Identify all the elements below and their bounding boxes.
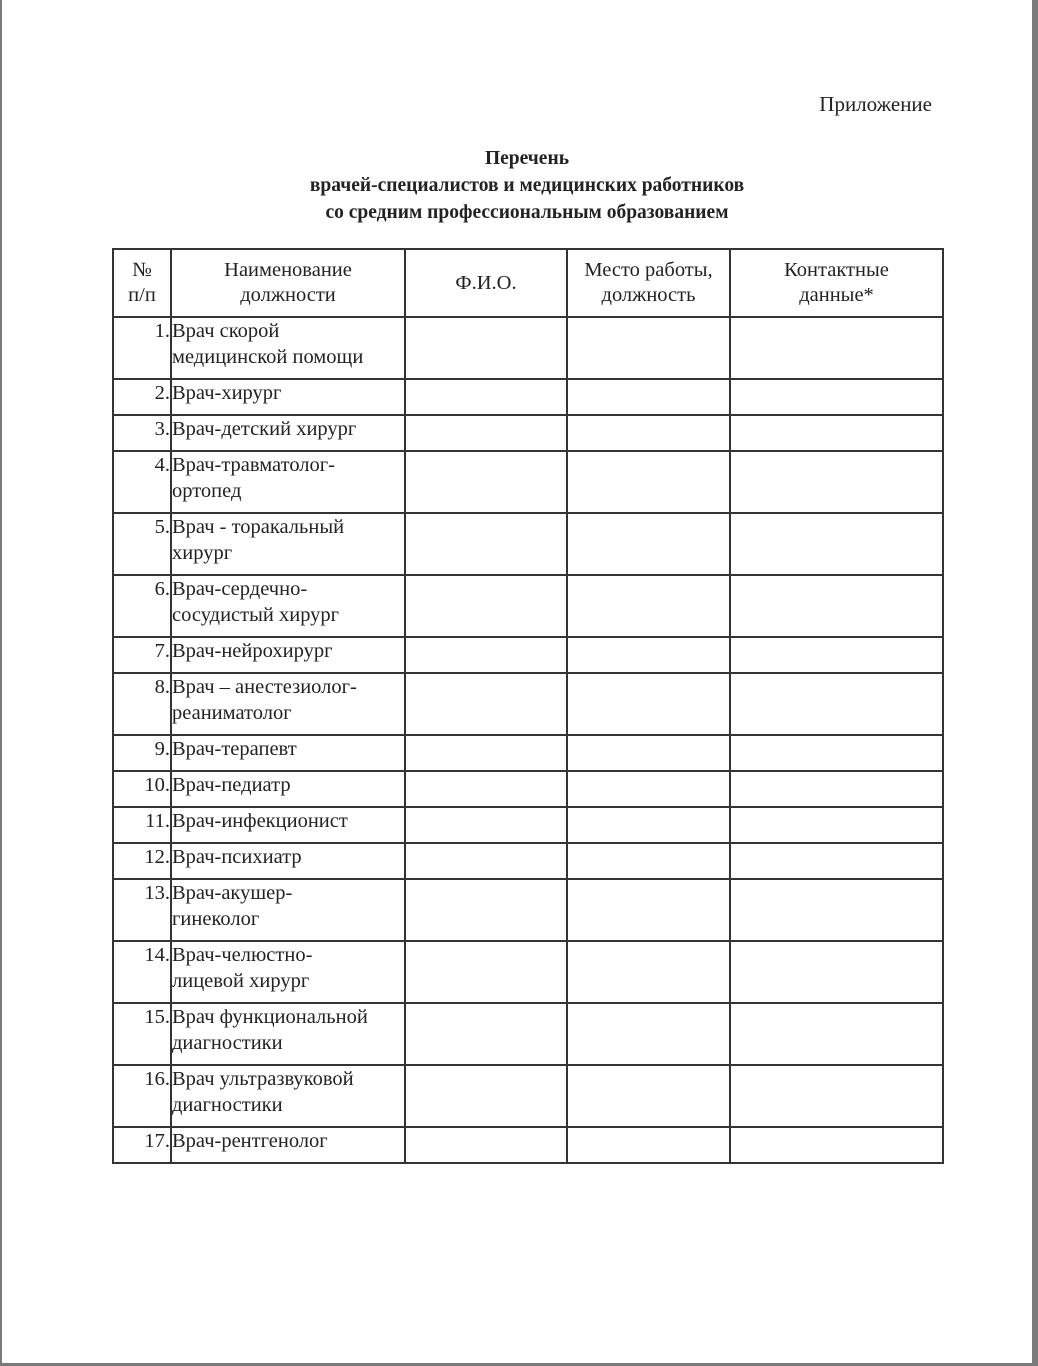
position-name	[171, 637, 405, 673]
position-line: Врач-инфекционист	[172, 810, 348, 832]
workplace-cell[interactable]	[567, 879, 730, 941]
row-number: 5.	[113, 513, 171, 575]
position-line: Врач – анестезиолог-	[172, 676, 357, 698]
table-row	[113, 379, 943, 415]
contacts-cell[interactable]	[730, 941, 943, 1003]
position-line: Врач-травматолог-	[172, 454, 336, 476]
position-name	[171, 807, 405, 843]
title-line: со средним профессиональным образованием	[325, 202, 729, 223]
row-number: 9.	[113, 735, 171, 771]
position-name	[171, 415, 405, 451]
workplace-cell[interactable]	[567, 637, 730, 673]
contacts-cell[interactable]	[730, 735, 943, 771]
title-line: врачей-специалистов и медицинских работников	[309, 175, 745, 196]
contacts-cell[interactable]	[730, 451, 943, 513]
position-line: гинеколог	[172, 908, 260, 930]
workplace-cell[interactable]	[567, 317, 730, 379]
name-cell[interactable]	[405, 415, 567, 451]
row-number: 11.	[113, 807, 171, 843]
name-cell[interactable]	[405, 637, 567, 673]
table-row	[113, 575, 943, 637]
position-name	[171, 771, 405, 807]
position-name	[171, 379, 405, 415]
position-line: Врач-терапевт	[172, 738, 297, 760]
name-cell[interactable]	[405, 1065, 567, 1127]
position-name	[171, 941, 405, 1003]
table-row	[113, 513, 943, 575]
table-header-row	[113, 249, 943, 317]
table-row	[113, 1127, 943, 1163]
table-row	[113, 807, 943, 843]
table-row	[113, 941, 943, 1003]
contacts-cell[interactable]	[730, 1065, 943, 1127]
position-line: ортопед	[172, 480, 242, 502]
position-line: Врач-детский хирург	[172, 418, 357, 440]
contacts-cell[interactable]	[730, 879, 943, 941]
position-name	[171, 843, 405, 879]
position-name	[171, 513, 405, 575]
header-workplace: Место работы, должность	[567, 249, 730, 317]
contacts-cell[interactable]	[730, 673, 943, 735]
document-title	[2, 145, 1038, 226]
table-row	[113, 735, 943, 771]
workplace-cell[interactable]	[567, 415, 730, 451]
contacts-cell[interactable]	[730, 637, 943, 673]
row-number: 8.	[113, 673, 171, 735]
row-number: 17.	[113, 1127, 171, 1163]
position-name	[171, 575, 405, 637]
workplace-cell[interactable]	[567, 673, 730, 735]
position-line: диагностики	[172, 1032, 283, 1054]
position-name	[171, 879, 405, 941]
position-name	[171, 317, 405, 379]
name-cell[interactable]	[405, 771, 567, 807]
header-name: Ф.И.О.	[405, 249, 567, 317]
header-contacts: Контактные данные*	[730, 249, 943, 317]
workplace-cell[interactable]	[567, 575, 730, 637]
table-row	[113, 879, 943, 941]
position-line: хирург	[172, 542, 233, 564]
position-line: Врач-хирург	[172, 382, 282, 404]
position-name	[171, 673, 405, 735]
position-line: сосудистый хирург	[172, 604, 340, 626]
row-number: 10.	[113, 771, 171, 807]
position-line: медицинской помощи	[172, 346, 364, 368]
name-cell[interactable]	[405, 735, 567, 771]
table-row	[113, 415, 943, 451]
workplace-cell[interactable]	[567, 1003, 730, 1065]
row-number: 4.	[113, 451, 171, 513]
table-row	[113, 317, 943, 379]
workplace-cell[interactable]	[567, 735, 730, 771]
contacts-cell[interactable]	[730, 843, 943, 879]
position-name	[171, 735, 405, 771]
specialists-table	[112, 248, 944, 1164]
position-line: Врач функциональной	[172, 1006, 368, 1028]
contacts-cell[interactable]	[730, 317, 943, 379]
title-line: Перечень	[484, 148, 570, 169]
contacts-cell[interactable]	[730, 807, 943, 843]
position-name	[171, 1127, 405, 1163]
table-row	[113, 637, 943, 673]
workplace-cell[interactable]	[567, 771, 730, 807]
position-line: Врач-педиатр	[172, 774, 291, 796]
workplace-cell[interactable]	[567, 451, 730, 513]
position-line: Врач-психиатр	[172, 846, 302, 868]
position-line: Врач-челюстно-	[172, 944, 313, 966]
name-cell[interactable]	[405, 379, 567, 415]
name-cell[interactable]	[405, 451, 567, 513]
table-row	[113, 843, 943, 879]
contacts-cell[interactable]	[730, 1003, 943, 1065]
position-line: Врач ультразвуковой	[172, 1068, 354, 1090]
name-cell[interactable]	[405, 941, 567, 1003]
position-line: Врач скорой	[172, 320, 280, 342]
name-cell[interactable]	[405, 513, 567, 575]
row-number: 15.	[113, 1003, 171, 1065]
table-row	[113, 451, 943, 513]
contacts-cell[interactable]	[730, 513, 943, 575]
appendix-label: Приложение	[819, 92, 932, 116]
workplace-cell[interactable]	[567, 1127, 730, 1163]
table-row	[113, 673, 943, 735]
contacts-cell[interactable]	[730, 415, 943, 451]
workplace-cell[interactable]	[567, 379, 730, 415]
contacts-cell[interactable]	[730, 575, 943, 637]
workplace-cell[interactable]	[567, 941, 730, 1003]
workplace-cell[interactable]	[567, 843, 730, 879]
name-cell[interactable]	[405, 1127, 567, 1163]
position-line: лицевой хирург	[172, 970, 310, 992]
name-cell[interactable]	[405, 575, 567, 637]
position-line: Врач - торакальный	[172, 516, 345, 538]
name-cell[interactable]	[405, 879, 567, 941]
name-cell[interactable]	[405, 317, 567, 379]
position-name	[171, 451, 405, 513]
position-line: реаниматолог	[172, 702, 292, 724]
row-number: 14.	[113, 941, 171, 1003]
row-number: 13.	[113, 879, 171, 941]
row-number: 6.	[113, 575, 171, 637]
position-name	[171, 1003, 405, 1065]
position-name	[171, 1065, 405, 1127]
table-row	[113, 1003, 943, 1065]
row-number: 7.	[113, 637, 171, 673]
header-num: № п/п	[113, 249, 171, 317]
position-line: диагностики	[172, 1094, 283, 1116]
position-line: Врач-сердечно-	[172, 578, 308, 600]
table-row	[113, 771, 943, 807]
name-cell[interactable]	[405, 673, 567, 735]
position-line: Врач-рентгенолог	[172, 1130, 328, 1152]
name-cell[interactable]	[405, 807, 567, 843]
row-number: 2.	[113, 379, 171, 415]
name-cell[interactable]	[405, 1003, 567, 1065]
document-page	[2, 0, 1032, 1363]
contacts-cell[interactable]	[730, 771, 943, 807]
position-line: Врач-нейрохирург	[172, 640, 333, 662]
row-number: 16.	[113, 1065, 171, 1127]
workplace-cell[interactable]	[567, 1065, 730, 1127]
row-number: 1.	[113, 317, 171, 379]
position-line: Врач-акушер-	[172, 882, 293, 904]
header-position: Наименование должности	[171, 249, 405, 317]
row-number: 12.	[113, 843, 171, 879]
table-row	[113, 1065, 943, 1127]
workplace-cell[interactable]	[567, 513, 730, 575]
contacts-cell[interactable]	[730, 379, 943, 415]
workplace-cell[interactable]	[567, 807, 730, 843]
name-cell[interactable]	[405, 843, 567, 879]
contacts-cell[interactable]	[730, 1127, 943, 1163]
row-number: 3.	[113, 415, 171, 451]
